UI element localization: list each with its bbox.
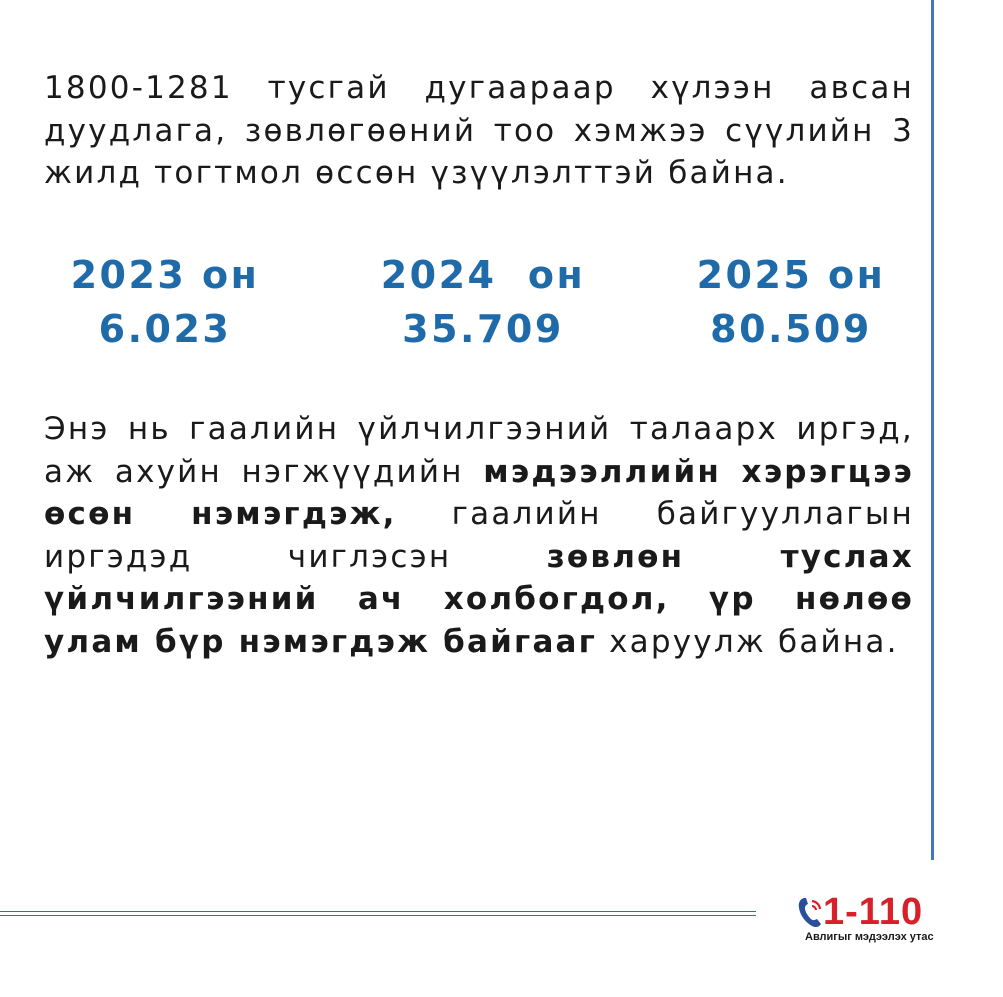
- stat-year: 2023 он: [70, 253, 260, 297]
- summary-text: гаалийн байгууллагын иргэдэд чиглэсэн: [44, 496, 914, 575]
- stat-2023: [15, 248, 315, 356]
- stat-2025: [641, 248, 941, 356]
- stats-row: [0, 248, 1003, 358]
- stat-2024: [333, 248, 633, 356]
- hotline-number: 1-110: [823, 891, 924, 933]
- stat-value: 80.509: [710, 307, 872, 351]
- hotline-subtitle: Авлигыг мэдээлэх утас: [805, 931, 934, 943]
- stat-year: 2024 он: [380, 253, 586, 297]
- summary-text: харуулж байна.: [597, 623, 899, 660]
- vertical-divider: [931, 0, 934, 860]
- intro-paragraph: [44, 67, 914, 195]
- stat-value: 6.023: [98, 307, 232, 351]
- bottom-rule: [0, 911, 756, 912]
- summary-paragraph: [44, 408, 914, 663]
- intro-text: 1800-1281 тусгай дугаараар хүлээн авсан дуудлага, зөвлөгөөний тоо хэмжээ сүүлийн 3 жилд тогтмол өссөн үзүүлэлттэй байна.: [44, 70, 914, 191]
- stat-value: 35.709: [402, 307, 564, 351]
- bottom-rule: [0, 915, 756, 916]
- summary-text: Энэ нь гаалийн үйлчилгээний талаарх иргэд, аж ахуйн нэгжүүдийн: [44, 411, 914, 490]
- hotline-logo: [793, 891, 943, 951]
- summary-bold-text: мэдээллийн хэрэгцээ өсөн нэмэгдэж,: [44, 453, 914, 532]
- stat-year: 2025 он: [696, 253, 886, 297]
- phone-icon: [795, 895, 825, 929]
- summary-bold-text: зөвлөн туслах үйлчилгээний ач холбогдол, үр нөлөө улам бүр нэмэгдэж байгааг: [44, 538, 914, 660]
